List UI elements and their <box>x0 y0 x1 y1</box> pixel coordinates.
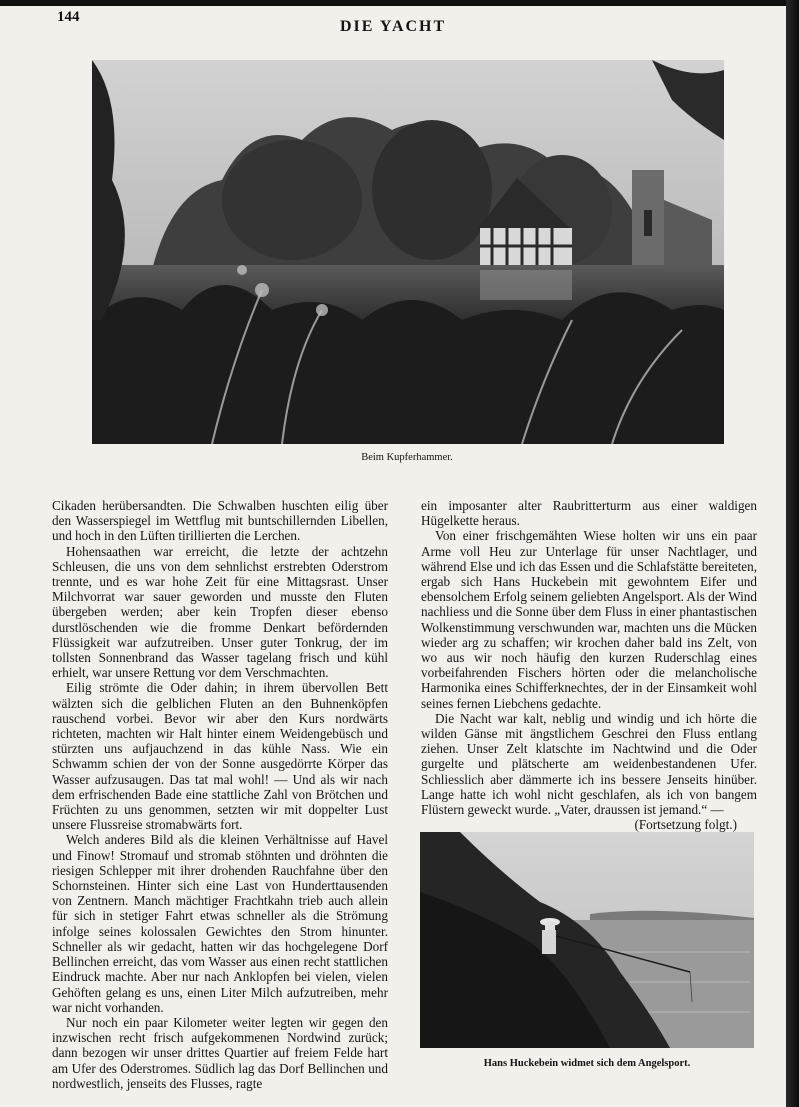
paragraph: Von einer frischgemähten Wiese holten wir uns ein paar Arme voll Heu zur Unterlage für unser Nachtlager, und während Else und ich das Essen und die Schlafstätte bereiteten, ergab sich Hans Huckebein mit gewohntem Eifer und ebensolchem Erfolg seinem geliebten Angelsport. Als der Wind nachliess und die Sonne über dem Fluss in einer phantastischen Wolkenstimmung verschwunden war, machten uns die Mücken wieder arg zu schaffen; wir krochen daher bald ins Zelt, von wo aus wir noch häufig den kurzen Ruderschlag eines vorbeifahrenden Fischers hörten oder die melancholische Harmonika eines Schifferknechtes, der in der Einsamkeit wohl seines fernen Liebchens gedachte. <box>421 528 757 711</box>
continuation-note: (Fortsetzung folgt.) <box>634 817 737 833</box>
caption-photo1: Beim Kupferhammer. <box>361 452 453 463</box>
paragraph: Welch anderes Bild als die kleinen Verhältnisse auf Havel und Finow! Stromauf und stromab stöhnten und dröhnten die riesigen Schlepper mit ihrer drohenden Rauchfahne über den Schornsteinen. Hinter sich eine Last von Hunderttausenden von Zentnern. Manch mächtiger Frachtkahn trieb auch allein für sich in stetiger Fahrt etwas schneller als die Strömung infolge seines kolossalen Gewichtes den Strom hinunter. Schneller als wir gedacht, hatten wir das hochgelegene Dorf Bellinchen erreicht, das vom Wasser aus einen recht stattlichen Eindruck machte. Aber nur nach Anklopfen bei vielen, vielen Gehöften gelang es uns, einen Liter Milch aufzutreiben, mehr war nicht vorhanden. <box>52 832 388 1015</box>
paragraph: Eilig strömte die Oder dahin; in ihrem übervollen Bett wälzten sich die gelblichen Fluten an den Buhnenköpfen rauschend vorbei. Bevor wir aber den Kurs nordwärts richteten, machten wir Halt hinter einem Weidengebüsch und stürzten uns aufjauchzend in das kühle Nass. Wie ein Schwamm schien der von der Sonne ausgedörrte Körper das Wasser aufzusaugen. Das tat mal wohl! — Und als wir nach dem erfrischenden Bade eine stattliche Zahl von Brötchen und Früchten zu uns genommen, setzten wir mit doppelter Lust unsere Flussreise stromabwärts fort. <box>52 680 388 833</box>
page-top-edge <box>0 0 786 6</box>
caption-photo2: Hans Huckebein widmet sich dem Angelsport. <box>483 1058 691 1069</box>
page-number: 144 <box>57 9 80 25</box>
paragraph: Die Nacht war kalt, neblig und windig und ich hörte die wilden Gänse mit ängstlichem Geschrei den Fluss entlang ziehen. Unser Zelt klatschte im Nachtwind und die Oder gurgelte und plätscherte am weidenbestandenen Ufer. Schliesslich aber dämmerte ich ins bessere Jenseits hinüber. Lange hatte ich wohl nicht geschlafen, als ich von bangem Flüstern geweckt wurde. „Vater, draussen ist jemand.“ — <box>421 710 757 818</box>
photo-angler <box>420 832 754 1048</box>
paragraph: Cikaden herübersandten. Die Schwalben huschten eilig über den Wasserspiegel im Wettflug mit buntschillernden Libellen, und hoch in den Lüften tirillierten die Lerchen. <box>52 498 388 544</box>
text-column-right <box>421 498 757 833</box>
photo-kupferhammer <box>92 60 724 444</box>
text-column-left <box>52 498 388 1091</box>
paragraph: Hohensaathen war erreicht, die letzte der achtzehn Schleusen, die uns von dem sehnlichst erstrebten Oderstrom trennte, und es war hohe Zeit für eine Mittagsrast. Unser Milchvorrat war sauer geworden und musste den Fluten übergeben werden; aber kein Tropfen dieser ebenso durstlöschenden wie die fromme Denkart befördernden Flüssigkeit war aufzutreiben. Unser guter Tonkrug, der im tollsten Sonnenbrand das Wasser tagelang frisch und kühl erhielt, war unsere Rettung vor dem Verschmachten. <box>52 543 388 681</box>
paragraph: Nur noch ein paar Kilometer weiter legten wir gegen den inzwischen recht frisch aufgekommenen Nordwind zurück; dann bezogen wir unser drittes Quartier auf freiem Felde hart am Ufer des Oderstromes. Südlich lag das Dorf Bellinchen und nordwestlich, jenseits des Flusses, ragte <box>52 1014 388 1091</box>
running-title: DIE YACHT <box>340 18 447 35</box>
book-spine-shadow <box>786 0 799 1107</box>
paragraph: ein imposanter alter Raubritterturm aus einer waldigen Hügelkette heraus. <box>421 498 757 529</box>
